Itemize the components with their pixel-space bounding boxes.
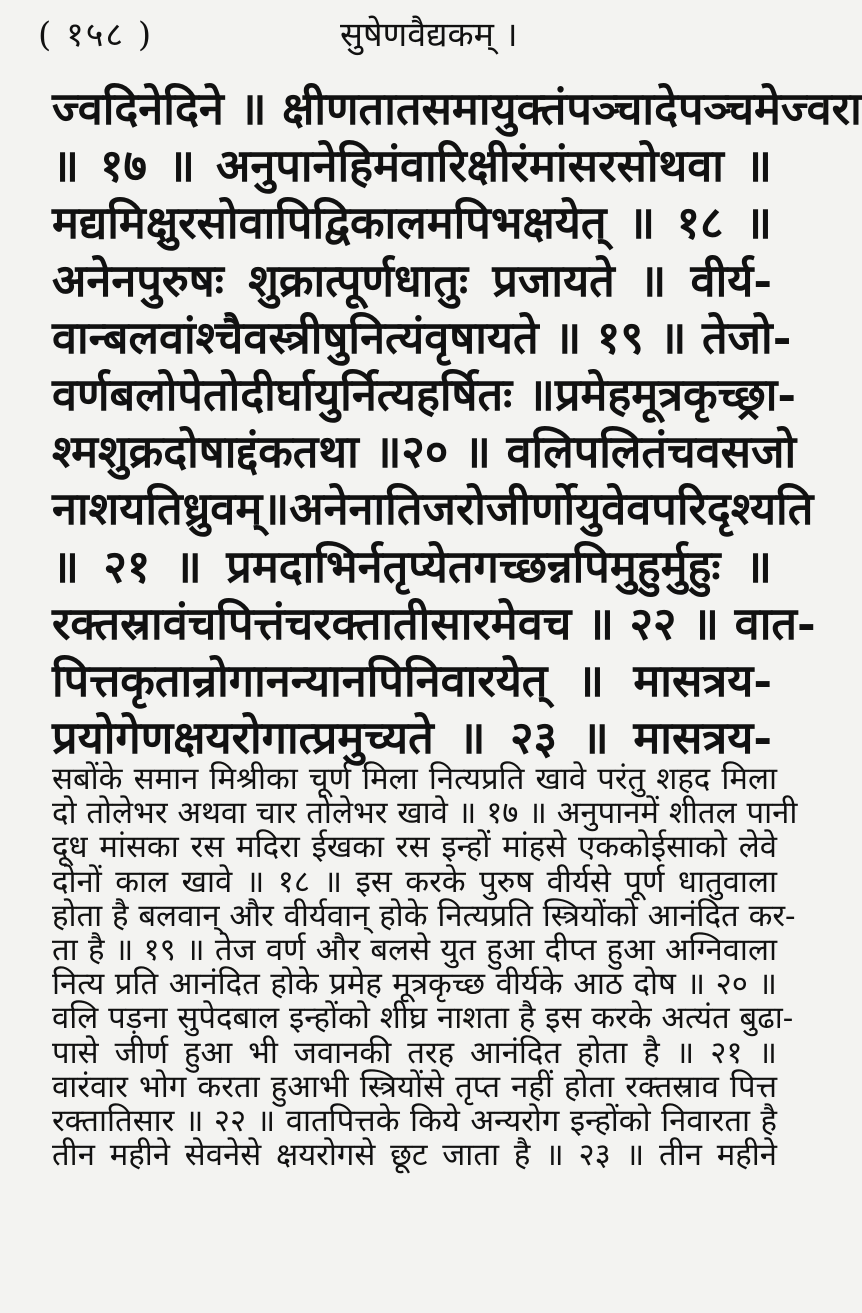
sanskrit-line: अनेनपुरुषः शुक्रात्पूर्णधातुः प्रजायते ॥ वीर्य-: [52, 253, 772, 307]
hindi-line: ता है ॥ १९ ॥ तेज वर्ण और बलसे युत हुआ दीप्त हुआ अग्निवाला: [52, 932, 777, 969]
hindi-commentary-block: [52, 761, 798, 1174]
sanskrit-line: ज्वदिनेदिने ॥ क्षीणतातसमायुक्तंपञ्चादेपञ्चमेज्वरा: [52, 82, 862, 135]
sanskrit-line: नाशयतिध्रुवम्॥अनेनातिजरोजीर्णोयुवेवपरिदृश्यति: [52, 482, 814, 536]
hindi-line: दो तोलेभर अथवा चार तोलेभर खावे ॥ १७ ॥ अनुपानमें शीतल पानी: [52, 795, 798, 832]
hindi-line: पासे जीर्ण हुआ भी जवानकी तरह आनंदित होता है ॥ २१ ॥: [52, 1034, 777, 1071]
hindi-line: होता है बलवान् और वीर्यवान् होके नित्यप्रति स्त्रियोंको आनंदित कर-: [52, 897, 796, 934]
sanskrit-line: मद्यमिक्षुरसोवापिद्विकालमपिभक्षयेत् ॥ १८ ॥: [52, 196, 772, 250]
sanskrit-line: ॥ २१ ॥ प्रमदाभिर्नतृप्येतगच्छन्नपिमुहुर्मुहुः ॥: [52, 539, 772, 593]
sanskrit-line: रक्तस्रावंचपित्तंचरक्तातीसारमेवच ॥ २२ ॥ वात-: [52, 596, 816, 650]
page-header: [0, 6, 801, 66]
page-number: ( १५८ ): [38, 15, 154, 55]
sanskrit-line: वान्बलवांश्चैवस्त्रीषुनित्यंवृषायते ॥ १९ ॥ तेजो-: [52, 310, 792, 364]
hindi-line: वारंवार भोग करता हुआभी स्त्रियोंसे तृप्त नहीं होता रक्तस्राव पित्त: [52, 1068, 777, 1105]
hindi-line: तीन महीने सेवनेसे क्षयरोगसे छूट जाता है ॥ २३ ॥ तीन महीने: [52, 1137, 777, 1174]
running-title: सुषेणवैद्यकम् ।: [340, 15, 518, 55]
hindi-line: रक्तातिसार ॥ २२ ॥ वातपित्तके किये अन्यरोग इन्होंको निवारता है: [52, 1103, 777, 1140]
sanskrit-line: प्रयोगेणक्षयरोगात्प्रमुच्यते ॥ २३ ॥ मासत्रय-: [52, 711, 772, 765]
hindi-line: वलि पड़ना सुपेदबाल इन्होंको शीघ्र नाशता है इस करके अत्यंत बुढा-: [52, 1000, 794, 1037]
sanskrit-line: पित्तकृतान्रोगानन्यानपिनिवारयेत् ॥ मासत्रय-: [52, 654, 772, 708]
sanskrit-verse-block: [52, 80, 862, 766]
hindi-line: दूध मांसका रस मदिरा ईखका रस इन्हों मांहसे एककोईसाको लेवे: [52, 829, 777, 866]
sanskrit-line: श्मशुक्रदोषाद्दंकतथा ॥२० ॥ वलिपलितंचवसजो: [52, 425, 797, 479]
sanskrit-line: वर्णबलोपेतोदीर्घायुर्नित्यहर्षितः ॥प्रमेहमूत्रकृच्छ्रा-: [52, 368, 797, 422]
hindi-line: नित्य प्रति आनंदित होके प्रमेह मूत्रकृच्छ वीर्यके आठ दोष ॥ २० ॥: [52, 966, 777, 1003]
hindi-line: सबोंके समान मिश्रीका चूर्ण मिला नित्यप्रति खावे परंतु शहद मिला: [52, 761, 777, 797]
hindi-line: दोनों काल खावे ॥ १८ ॥ इस करके पुरुष वीर्यसे पूर्ण धातुवाला: [52, 863, 777, 900]
sanskrit-line: ॥ १७ ॥ अनुपानेहिमंवारिक्षीरंमांसरसोथवा ॥: [52, 139, 772, 193]
